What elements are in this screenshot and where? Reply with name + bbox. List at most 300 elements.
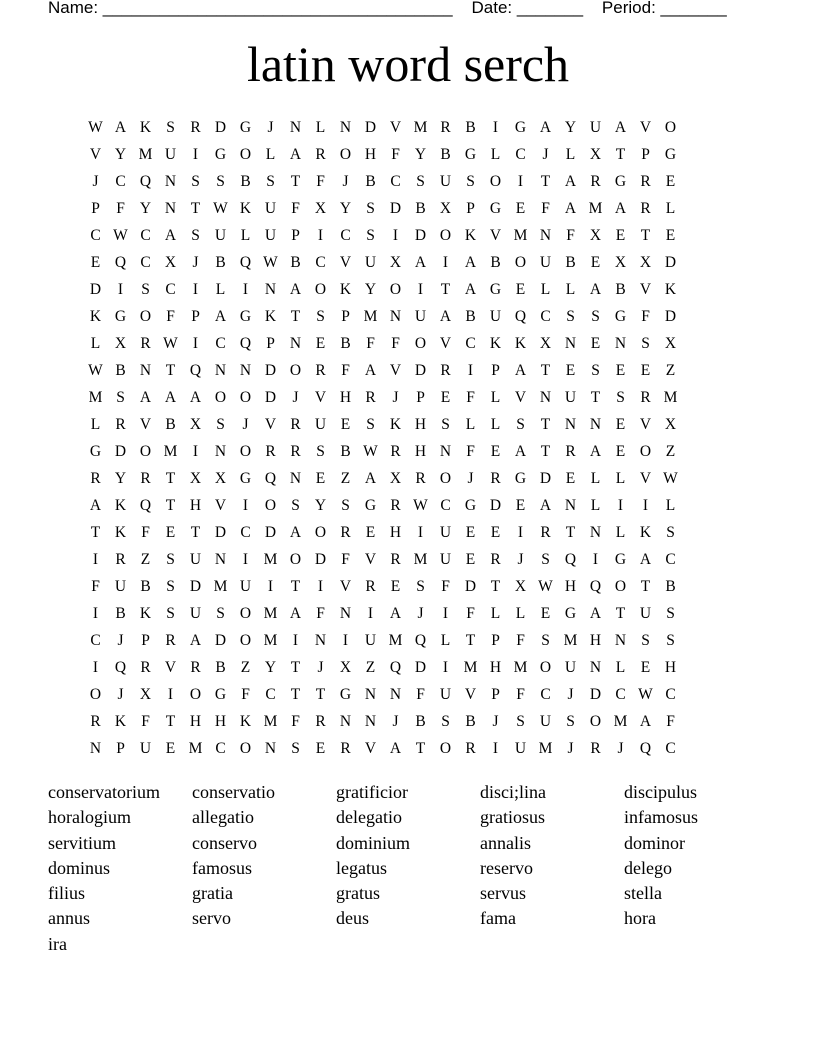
grid-letter: A (139, 389, 152, 406)
grid-letter: R (365, 389, 376, 406)
grid-letter: T (90, 524, 101, 541)
grid-letter: H (564, 578, 577, 595)
grid-letter: O (489, 173, 502, 190)
grid-letter: X (114, 335, 127, 352)
grid-letter: L (215, 281, 226, 298)
grid-letter: R (390, 551, 401, 568)
grid-letter: D (189, 578, 202, 595)
grid-row (83, 249, 733, 276)
grid-letter: G (514, 119, 527, 136)
grid-letter: O (639, 443, 652, 460)
grid-letter: S (416, 578, 425, 595)
grid-letter: X (589, 146, 602, 163)
grid-letter: U (264, 200, 277, 217)
grid-letter: Q (414, 632, 427, 649)
grid-letter: B (240, 173, 251, 190)
grid-letter: R (315, 362, 326, 379)
grid-letter: U (514, 740, 527, 757)
grid-row (83, 465, 733, 492)
grid-letter: U (364, 632, 377, 649)
grid-letter: Z (665, 362, 676, 379)
grid-letter: K (114, 524, 127, 541)
grid-letter: J (567, 740, 574, 757)
word-bank-item: horalogium (48, 807, 131, 828)
grid-letter: B (165, 416, 176, 433)
grid-row (83, 384, 733, 411)
grid-letter: N (614, 632, 627, 649)
grid-letter: J (467, 470, 474, 487)
grid-letter: X (439, 200, 452, 217)
grid-letter: J (317, 659, 324, 676)
grid-letter: E (540, 605, 551, 622)
grid-letter: M (163, 443, 178, 460)
grid-letter: N (589, 416, 602, 433)
grid-letter: X (639, 254, 652, 271)
grid-letter: K (489, 335, 502, 352)
grid-letter: Q (389, 659, 402, 676)
grid-letter: C (665, 740, 676, 757)
grid-letter: I (442, 659, 449, 676)
grid-letter: B (490, 254, 501, 271)
grid-letter: N (339, 605, 352, 622)
grid-letter: H (189, 713, 202, 730)
grid-letter: N (539, 227, 552, 244)
grid-letter: Q (264, 470, 277, 487)
grid-letter: K (89, 308, 102, 325)
grid-letter: R (490, 470, 501, 487)
grid-letter: M (138, 146, 153, 163)
word-bank-item: conservatorium (48, 782, 160, 802)
grid-letter: R (590, 173, 601, 190)
grid-letter: R (440, 362, 451, 379)
grid-letter: V (339, 578, 352, 595)
grid-letter: E (390, 578, 401, 595)
grid-letter: J (342, 173, 349, 190)
grid-letter: G (464, 497, 477, 514)
grid-letter: R (290, 443, 301, 460)
grid-letter: K (264, 308, 277, 325)
grid-letter: V (364, 740, 377, 757)
grid-letter: O (389, 281, 402, 298)
grid-letter: F (566, 227, 575, 244)
grid-letter: V (464, 686, 477, 703)
grid-letter: L (590, 470, 601, 487)
grid-letter: A (114, 119, 127, 136)
grid-letter: Z (140, 551, 151, 568)
word-bank-item: servo (192, 908, 231, 929)
word-bank-item: dominus (48, 857, 111, 878)
grid-letter: I (442, 254, 449, 271)
grid-letter: F (166, 308, 175, 325)
grid-letter: C (240, 524, 251, 541)
grid-letter: B (465, 308, 476, 325)
grid-letter: U (564, 659, 577, 676)
grid-letter: G (339, 686, 352, 703)
grid-letter: I (392, 227, 399, 244)
grid-letter: T (165, 362, 176, 379)
grid-letter: V (389, 119, 402, 136)
grid-letter: B (140, 578, 151, 595)
grid-letter: E (640, 659, 651, 676)
grid-letter: N (614, 335, 627, 352)
grid-letter: L (90, 335, 101, 352)
grid-letter: M (588, 200, 603, 217)
grid-letter: S (566, 308, 575, 325)
word-bank-item: gratus (336, 883, 380, 904)
grid-row (83, 681, 733, 708)
grid-letter: J (392, 389, 399, 406)
grid-letter: X (664, 416, 677, 433)
grid-letter: B (665, 578, 676, 595)
grid-letter: F (291, 200, 300, 217)
grid-letter: W (163, 335, 178, 352)
grid-letter: G (114, 308, 127, 325)
grid-letter: T (165, 497, 176, 514)
grid-letter: N (289, 470, 302, 487)
grid-letter: S (341, 497, 350, 514)
grid-letter: Q (139, 173, 152, 190)
grid-letter: T (290, 686, 301, 703)
grid-letter: N (314, 632, 327, 649)
grid-letter: L (515, 605, 526, 622)
grid-letter: E (490, 443, 501, 460)
grid-letter: K (639, 524, 652, 541)
grid-letter: R (590, 740, 601, 757)
grid-letter: E (340, 416, 351, 433)
grid-letter: D (664, 308, 677, 325)
grid-letter: H (414, 416, 427, 433)
grid-letter: B (565, 254, 576, 271)
grid-letter: N (564, 335, 577, 352)
grid-letter: F (341, 551, 350, 568)
grid-row (83, 222, 733, 249)
word-bank (48, 780, 768, 957)
grid-letter: F (316, 605, 325, 622)
grid-letter: W (363, 443, 378, 460)
grid-letter: N (239, 362, 252, 379)
grid-letter: L (490, 389, 501, 406)
grid-letter: R (140, 470, 151, 487)
grid-letter: F (91, 578, 100, 595)
grid-letter: F (341, 362, 350, 379)
grid-row (83, 330, 733, 357)
grid-letter: G (364, 497, 377, 514)
grid-letter: I (317, 578, 324, 595)
grid-row (83, 168, 733, 195)
grid-letter: E (515, 497, 526, 514)
grid-letter: R (115, 551, 126, 568)
grid-letter: O (514, 254, 527, 271)
grid-letter: I (417, 524, 424, 541)
grid-letter: M (413, 551, 428, 568)
grid-letter: V (639, 470, 652, 487)
grid-letter: B (365, 173, 376, 190)
grid-letter: K (464, 227, 477, 244)
grid-letter: H (364, 146, 377, 163)
grid-letter: E (165, 740, 176, 757)
grid-letter: B (440, 146, 451, 163)
grid-letter: Y (364, 281, 377, 298)
grid-letter: T (490, 578, 501, 595)
grid-letter: O (614, 578, 627, 595)
grid-letter: K (239, 200, 252, 217)
grid-letter: K (114, 497, 127, 514)
word-bank-item: famosus (192, 857, 252, 878)
grid-letter: D (414, 227, 427, 244)
grid-letter: N (289, 119, 302, 136)
grid-row (83, 438, 733, 465)
grid-letter: S (216, 173, 225, 190)
grid-letter: P (641, 146, 650, 163)
grid-letter: L (665, 497, 676, 514)
grid-letter: M (663, 389, 678, 406)
grid-letter: Q (139, 497, 152, 514)
word-bank-item: stella (624, 883, 662, 904)
grid-letter: S (541, 551, 550, 568)
grid-letter: S (591, 308, 600, 325)
grid-letter: I (267, 578, 274, 595)
grid-letter: F (516, 686, 525, 703)
grid-letter: I (242, 551, 249, 568)
grid-row (83, 573, 733, 600)
grid-letter: P (266, 335, 275, 352)
grid-letter: X (514, 578, 527, 595)
grid-letter: E (640, 362, 651, 379)
grid-letter: Y (114, 146, 127, 163)
grid-letter: S (616, 389, 625, 406)
grid-letter: A (614, 200, 627, 217)
grid-letter: S (291, 497, 300, 514)
grid-letter: D (264, 389, 277, 406)
grid-letter: X (189, 470, 202, 487)
grid-letter: G (239, 470, 252, 487)
grid-letter: F (241, 686, 250, 703)
grid-letter: W (538, 578, 553, 595)
grid-letter: S (416, 173, 425, 190)
grid-letter: O (239, 632, 252, 649)
grid-letter: S (141, 281, 150, 298)
grid-letter: H (389, 524, 402, 541)
grid-letter: J (567, 686, 574, 703)
grid-letter: I (192, 443, 199, 460)
grid-letter: E (590, 254, 601, 271)
grid-letter: D (214, 119, 227, 136)
grid-letter: A (539, 497, 552, 514)
grid-letter: D (464, 578, 477, 595)
grid-letter: L (665, 200, 676, 217)
grid-letter: R (190, 659, 201, 676)
grid-letter: X (214, 470, 227, 487)
grid-letter: V (514, 389, 527, 406)
grid-letter: A (589, 605, 602, 622)
grid-letter: O (289, 362, 302, 379)
grid-letter: I (642, 497, 649, 514)
grid-letter: N (364, 713, 377, 730)
grid-letter: L (465, 416, 476, 433)
grid-letter: N (264, 281, 277, 298)
grid-letter: T (565, 524, 576, 541)
grid-letter: M (613, 713, 628, 730)
grid-letter: P (491, 362, 500, 379)
grid-letter: W (663, 470, 678, 487)
grid-letter: X (614, 254, 627, 271)
grid-letter: G (214, 686, 227, 703)
grid-letter: X (164, 254, 177, 271)
grid-letter: R (315, 146, 326, 163)
grid-letter: K (139, 605, 152, 622)
grid-letter: S (666, 632, 675, 649)
grid-letter: R (640, 200, 651, 217)
grid-letter: M (88, 389, 103, 406)
grid-letter: B (415, 713, 426, 730)
grid-letter: D (414, 659, 427, 676)
grid-letter: R (390, 497, 401, 514)
grid-letter: T (290, 308, 301, 325)
grid-letter: G (514, 470, 527, 487)
grid-row (83, 303, 733, 330)
grid-letter: J (492, 713, 499, 730)
grid-letter: X (389, 470, 402, 487)
grid-letter: I (242, 281, 249, 298)
grid-letter: O (439, 740, 452, 757)
grid-letter: A (389, 605, 402, 622)
grid-letter: R (315, 713, 326, 730)
word-bank-item: servus (480, 883, 526, 904)
grid-letter: E (165, 524, 176, 541)
grid-letter: M (563, 632, 578, 649)
grid-letter: T (415, 740, 426, 757)
grid-letter: N (539, 389, 552, 406)
grid-letter: C (465, 335, 476, 352)
grid-letter: F (641, 308, 650, 325)
grid-row (83, 411, 733, 438)
grid-letter: I (192, 335, 199, 352)
grid-letter: A (289, 524, 302, 541)
grid-letter: Y (114, 470, 127, 487)
grid-letter: O (539, 659, 552, 676)
grid-letter: I (242, 497, 249, 514)
grid-letter: T (290, 173, 301, 190)
grid-letter: O (239, 146, 252, 163)
grid-letter: R (390, 443, 401, 460)
grid-letter: V (364, 551, 377, 568)
grid-letter: R (140, 335, 151, 352)
grid-letter: G (464, 146, 477, 163)
grid-letter: T (540, 362, 551, 379)
grid-letter: A (464, 254, 477, 271)
grid-letter: N (564, 497, 577, 514)
grid-letter: R (165, 632, 176, 649)
grid-letter: H (589, 632, 602, 649)
grid-letter: B (115, 362, 126, 379)
grid-letter: I (92, 605, 99, 622)
grid-letter: T (540, 443, 551, 460)
grid-letter: I (192, 146, 199, 163)
grid-letter: U (264, 227, 277, 244)
word-bank-item: ira (48, 933, 67, 954)
grid-letter: E (565, 470, 576, 487)
grid-letter: P (416, 389, 425, 406)
grid-letter: V (314, 389, 327, 406)
grid-letter: R (265, 443, 276, 460)
grid-letter: D (489, 497, 502, 514)
grid-letter: C (215, 335, 226, 352)
grid-letter: T (590, 389, 601, 406)
grid-letter: R (640, 173, 651, 190)
grid-letter: A (364, 470, 377, 487)
grid-letter: L (490, 146, 501, 163)
grid-letter: W (413, 497, 428, 514)
grid-letter: F (116, 200, 125, 217)
grid-letter: A (539, 119, 552, 136)
grid-row (83, 519, 733, 546)
grid-letter: O (89, 686, 102, 703)
grid-letter: C (390, 173, 401, 190)
grid-letter: J (542, 146, 549, 163)
grid-letter: X (314, 200, 327, 217)
grid-letter: Z (340, 470, 351, 487)
grid-letter: B (215, 659, 226, 676)
grid-letter: W (213, 200, 228, 217)
grid-letter: A (464, 281, 477, 298)
grid-letter: R (340, 524, 351, 541)
grid-letter: W (88, 119, 103, 136)
grid-letter: D (214, 632, 227, 649)
grid-letter: D (89, 281, 102, 298)
grid-letter: G (664, 146, 677, 163)
grid-letter: E (315, 335, 326, 352)
grid-letter: K (114, 713, 127, 730)
grid-letter: R (340, 740, 351, 757)
grid-letter: O (239, 443, 252, 460)
grid-letter: G (564, 605, 577, 622)
word-bank-item: infamosus (624, 807, 698, 828)
grid-letter: T (540, 173, 551, 190)
grid-letter: L (540, 281, 551, 298)
word-bank-item: allegatio (192, 807, 254, 828)
grid-letter: H (489, 659, 502, 676)
grid-letter: N (139, 362, 152, 379)
grid-letter: M (213, 578, 228, 595)
grid-letter: D (539, 470, 552, 487)
grid-letter: A (414, 254, 427, 271)
grid-letter: C (265, 686, 276, 703)
grid-letter: C (215, 740, 226, 757)
grid-letter: E (565, 362, 576, 379)
grid-letter: L (240, 227, 251, 244)
grid-letter: N (339, 713, 352, 730)
grid-letter: G (489, 200, 502, 217)
grid-letter: T (190, 200, 201, 217)
word-bank-item: reservo (480, 857, 533, 878)
grid-letter: I (317, 227, 324, 244)
grid-letter: P (116, 740, 125, 757)
word-bank-item: discipulus (624, 782, 698, 802)
grid-letter: M (463, 659, 478, 676)
grid-letter: S (591, 362, 600, 379)
grid-letter: L (615, 524, 626, 541)
grid-letter: N (389, 308, 402, 325)
grid-letter: V (339, 254, 352, 271)
grid-letter: A (289, 281, 302, 298)
grid-letter: I (192, 281, 199, 298)
grid-letter: X (139, 686, 152, 703)
grid-letter: S (441, 416, 450, 433)
grid-letter: C (440, 497, 451, 514)
grid-letter: L (615, 470, 626, 487)
grid-letter: I (517, 524, 524, 541)
grid-letter: E (665, 227, 676, 244)
